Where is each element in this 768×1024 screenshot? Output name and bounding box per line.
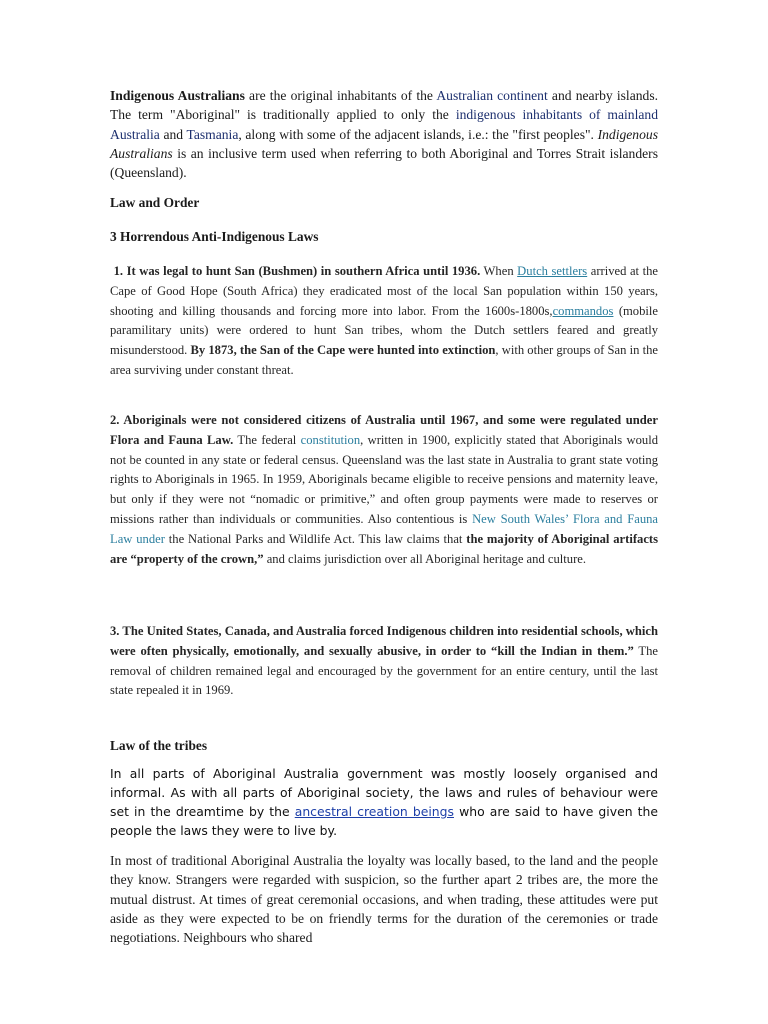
link-australian-continent[interactable]: Australian continent: [436, 88, 548, 103]
law-2-bold-majority: the majority of Aboriginal artifacts are “property of the crown,”: [110, 531, 658, 566]
law-1-text-4: , with other groups of San in the area surviving under constant threat.: [110, 343, 658, 377]
law-2-paragraph: [110, 411, 658, 569]
heading-law-of-the-tribes: Law of the tribes: [110, 738, 208, 753]
link-tasmania[interactable]: Tasmania: [186, 126, 239, 142]
intro-text-5: is an inclusive term used when referring to both Aboriginal and Torres Strait islanders (Queensland).: [110, 145, 658, 181]
tribes-1-text-1: In all parts of Aboriginal Australia government was mostly loosely organised and informal. As with all parts of Aboriginal society, the laws and rules of behaviour were set in the dreamtime by the: [110, 766, 658, 819]
link-constitution[interactable]: constitution: [300, 432, 361, 447]
link-ancestral-creation-beings[interactable]: ancestral creation beings: [294, 804, 454, 819]
law-1-number: 1.: [113, 264, 124, 278]
tribes-1-text-2: who are said to have given the people the laws they were to live by.: [110, 804, 658, 838]
law-2-text-1: The federal: [233, 432, 301, 447]
intro-italic-term: Indigenous Australians: [110, 126, 658, 161]
law-3-block: [110, 622, 658, 701]
law-1-text-3: (mobile paramilitary units) were ordered to hunt San tribes, whom the Dutch settlers feared and greatly misunderstood.: [110, 303, 658, 358]
intro-block: [110, 86, 658, 182]
heading-law-order: Law and Order: [110, 195, 200, 210]
tribes-1-block: [110, 764, 658, 840]
tribes-1-paragraph: [110, 764, 658, 840]
law-2-text-4: and claims jurisdiction over all Aboriginal heritage and culture.: [263, 551, 587, 566]
intro-text-2: and nearby islands. The term "Aboriginal" is traditionally applied to only the: [110, 88, 659, 123]
law-3-paragraph: [110, 622, 658, 701]
law-2-block: [110, 411, 658, 569]
intro-bold-term: Indigenous Australians: [110, 88, 245, 103]
tribes-2-block: [110, 851, 658, 947]
intro-text-4: , along with some of the adjacent islands, i.e.: the "first peoples".: [238, 126, 598, 142]
law-2-text-2: , written in 1900, explicitly stated that Aboriginals would not be counted in any state or federal census. Queensland was the last state in Australia to grant state voting rights to Aboriginals in 1965. In 1959, Aboriginals became eligible to receive pensions and maternity leave, but only if they were not “nomadic or primitive,” and often group payments were made to reserves or missions rather than individuals or communities. Also contentious is: [110, 432, 659, 526]
law-3-text-1: The removal of children remained legal and encouraged by the government for an entire century, until the last state repealed it in 1969.: [110, 643, 658, 698]
link-dutch-settlers[interactable]: Dutch settlers: [517, 264, 588, 278]
law-1-text-2: arrived at the Cape of Good Hope (South Africa) they eradicated most of the local San population within 150 years, shooting and killing thousands and forcing more into labor. From the 1600s-1800s,: [110, 264, 658, 318]
law-1-block: [110, 262, 658, 381]
law-1-text-1: When: [480, 264, 518, 278]
law-1-bold-1873: By 1873, the San of the Cape were hunted into extinction: [190, 343, 496, 358]
law-1-lead: It was legal to hunt San (Bushmen) in southern Africa until 1936.: [126, 264, 481, 278]
intro-text-3: and: [159, 126, 187, 142]
link-indigenous-mainland[interactable]: indigenous inhabitants of mainland Australia: [110, 107, 658, 142]
intro-text-1: are the original inhabitants of the: [244, 88, 437, 103]
law-1-paragraph: [110, 262, 658, 381]
law-2-text-3: the National Parks and Wildlife Act. This law claims that: [164, 531, 467, 546]
law-3-lead: 3. The United States, Canada, and Australia forced Indigenous children into residential schools, which were often physically, emotionally, and sexually abusive, in order to “kill the Indian in them.”: [110, 624, 658, 658]
heading-anti-indigenous-laws: 3 Horrendous Anti-Indigenous Laws: [110, 229, 319, 244]
law-2-lead: 2. Aboriginals were not considered citizens of Australia until 1967, and some were regulated under Flora and Fauna Law.: [110, 413, 658, 447]
tribes-2-paragraph: In most of traditional Aboriginal Australia the loyalty was locally based, to the land and the people they know. Strangers were regarded with suspicion, so the further apart 2 tribes are, the more the mutual distrust. At times of great ceremonial occasions, and when trading, these attitudes were put aside as they were expected to be on friendly terms for the duration of the ceremonies or trade negotiations. Neighbours who shared: [110, 853, 658, 946]
link-commandos[interactable]: commandos: [552, 303, 614, 318]
intro-paragraph: [110, 86, 658, 182]
link-nsw-flora-fauna[interactable]: New South Wales’ Flora and Fauna Law under: [110, 511, 659, 546]
